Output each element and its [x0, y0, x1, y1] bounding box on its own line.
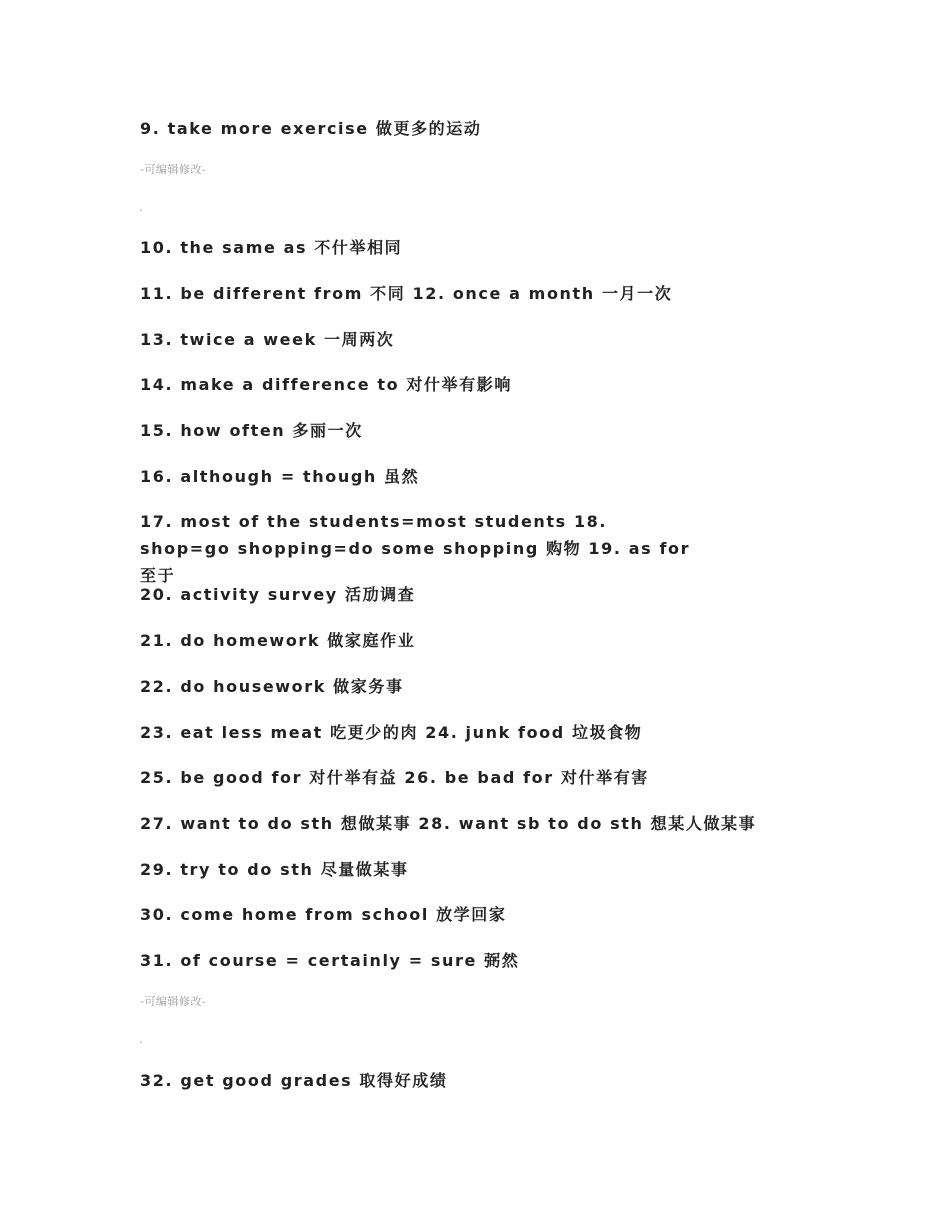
phrase-line: 9. take more exercise 做更多的运动 [140, 119, 482, 138]
separator-dot [140, 209, 142, 211]
phrase-line: 20. activity survey 活劢调查 [140, 585, 416, 604]
phrase-line: 11. be different from 不同 12. once a month 一月一次 [140, 284, 673, 303]
watermark-label: -可编辑修改- [140, 163, 207, 176]
phrase-line: 22. do housework 做家务事 [140, 677, 404, 696]
phrase-line: 17. most of the students=most students 18. shop=go shopping=do some shopping 购物 19. as for 至于 [140, 512, 691, 585]
phrase-line: 31. of course = certainly = sure 弼然 [140, 951, 520, 970]
phrase-line: 29. try to do sth 尽量做某事 [140, 860, 409, 879]
phrase-line: 14. make a difference to 对什举有影响 [140, 375, 512, 394]
phrase-line: 30. come home from school 放学回家 [140, 905, 507, 924]
phrase-line: 25. be good for 对什举有益 26. be bad for 对什举有害 [140, 768, 649, 787]
watermark-label: -可编辑修改- [140, 995, 207, 1008]
phrase-line: 15. how often 多丽一次 [140, 421, 363, 440]
phrase-line: 27. want to do sth 想做某事 28. want sb to do sth 想某人做某事 [140, 814, 757, 833]
phrase-line: 16. although = though 虽然 [140, 467, 420, 486]
phrase-line: 32. get good grades 取得好成绩 [140, 1071, 448, 1090]
phrase-line: 21. do homework 做家庭作业 [140, 631, 416, 650]
phrase-line: 10. the same as 不什举相同 [140, 238, 403, 257]
separator-dot [140, 1041, 142, 1043]
phrase-line: 13. twice a week 一周两次 [140, 330, 395, 349]
phrase-line: 23. eat less meat 吃更少的肉 24. junk food 垃圾食物 [140, 723, 643, 742]
